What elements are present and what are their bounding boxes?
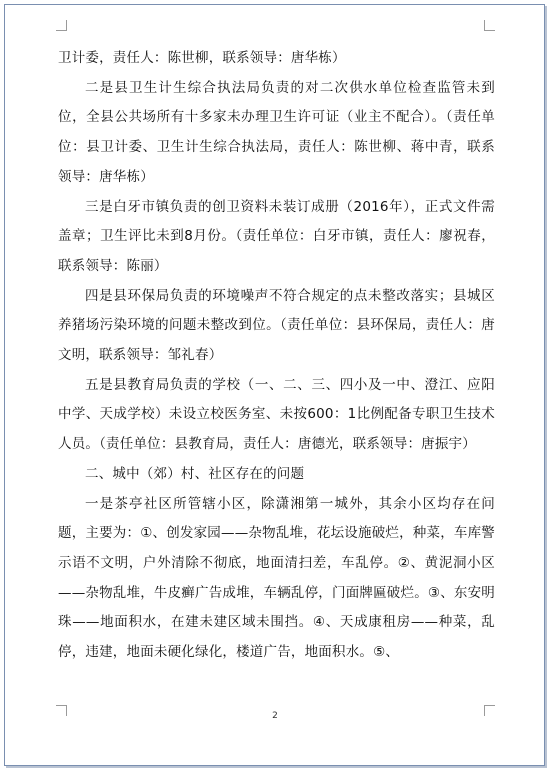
crop-mark-top-left [56,20,67,31]
paragraph: 二是县卫生计生综合执法局负责的对二次供水单位检查监管未到位，全县公共场所有十多家未办理卫生许可证（业主不配合）。（责任单位：县卫计委、卫生计生综合执法局，责任人：陈世柳、蒋中青，联系领导：唐华栋） [58,79,495,185]
paragraph: 卫计委，责任人：陈世柳，联系领导：唐华栋） [58,50,346,66]
section-heading: 二、城中（郊）村、社区存在的问题 [85,465,305,482]
page-number: 2 [272,711,278,721]
paragraph: 五是县教育局负责的学校（一、二、三、四小及一中、澄江、应阳中学、天成学校）未设立校医务室、未按600：1比例配备专职卫生技术人员。（责任单位：县教育局，责任人：唐德光，联系领导：唐振宇） [58,376,495,453]
crop-mark-top-right [484,20,495,31]
paragraph: 四是县环保局负责的环境噪声不符合规定的点未整改落实；县城区养猪场污染环境的问题未整改到位。（责任单位：县环保局，责任人：唐文明，联系领导：邹礼春） [58,287,495,364]
paragraph: 一是茶亭社区所管辖小区，除潇湘第一城外，其余小区均存在问题，主要为：①、创发家园——杂物乱堆，花坛设施破烂，种菜，车库警示语不文明，户外清除不彻底，地面清扫差，车乱停。②、黄泥洞小区——杂物乱堆，牛皮癣广告成堆，车辆乱停，门面牌匾破烂。③、东安明珠——地面积水，在建未建区域未围挡。④、天成康租房——种菜，乱停，违建，地面未硬化绿化，楼道广告，地面积水。⑤、 [58,495,496,661]
paragraph: 三是白牙市镇负责的创卫资料未装订成册（2016年），正式文件需盖章；卫生评比未到8月份。（责任单位：白牙市镇，责任人：廖祝春，联系领导：陈丽） [58,198,495,274]
document-body [58,44,495,668]
